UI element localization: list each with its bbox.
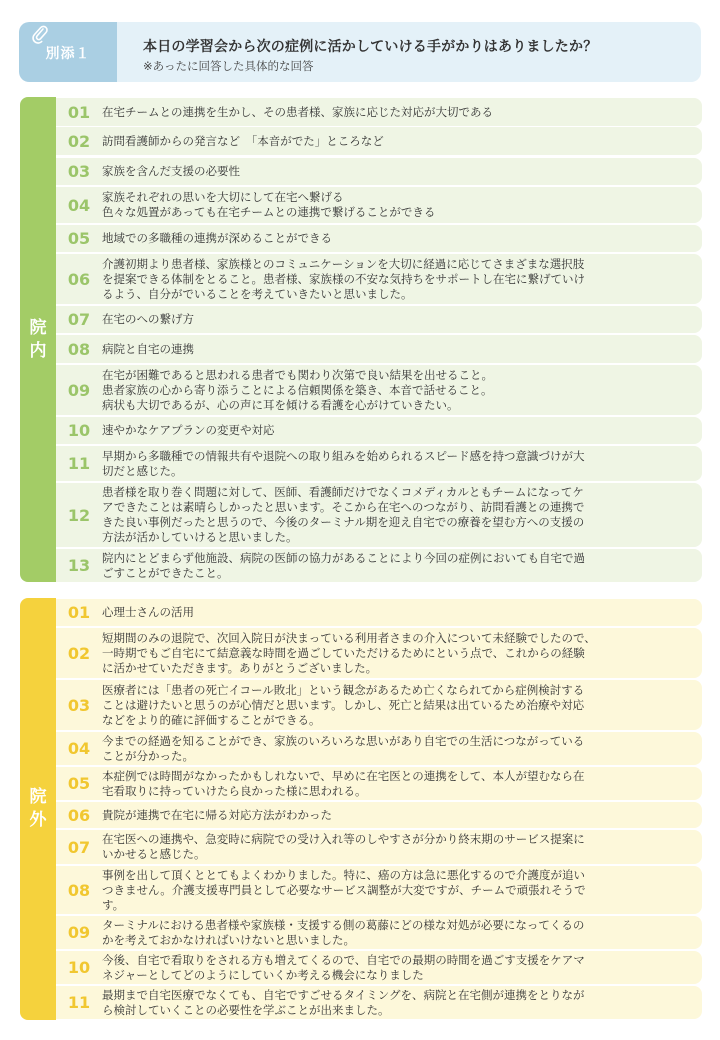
item-number: 10 (67, 421, 91, 440)
item-number: 10 (67, 958, 91, 977)
item-text: 医療者には「患者の死亡イコール敗北」という観念があるため亡くなられてから症例検討する ことは避けたいと思うのが心情だと思います。しかし、死亡と結果は出ているため治療や対応 などをより的確に評価することができる。 (102, 682, 585, 727)
list-item (56, 732, 702, 765)
item-text: 病院と自宅の連携 (102, 341, 194, 356)
item-number: 09 (67, 923, 91, 942)
item-text: 最期まで自宅医療でなくても、自宅ですごせるタイミングを、病院と在宅側が連携をとりなが ら検討していくことの必要性を学ぶことが出来ました。 (102, 987, 585, 1017)
item-number: 04 (67, 195, 91, 215)
item-number: 04 (67, 739, 91, 758)
answer-list (56, 97, 702, 582)
item-text: 在宅のへの繋げ方 (102, 312, 194, 326)
page-title: 本日の学習会から次の症例に活かしていける手がかりはありましたか？ (143, 39, 598, 55)
item-number: 03 (67, 695, 91, 715)
item-number: 07 (67, 837, 91, 857)
item-number: 11 (67, 993, 91, 1012)
item-text: 患者様を取り巻く問題に対して、医師、看護師だけでなくコメディカルともチームになってケ アできたことは素晴らしかったと思います。そこから在宅へのつながり、訪問看護との連携で きた良い事例だったと思うので、今後のターミナル期を迎え自宅での療養を望む方への支援の 方法が活かしていけると思いました。 (102, 485, 585, 544)
section-side-label (20, 598, 56, 1020)
item-number: 08 (67, 339, 91, 359)
list-item (56, 446, 702, 481)
item-text: 訪問看護師からの発言など 「本音がでた」ところなど (102, 133, 384, 148)
list-item (56, 830, 702, 864)
list-item (56, 483, 702, 547)
list-item (56, 628, 702, 678)
item-number: 06 (67, 269, 91, 289)
header-banner (19, 22, 701, 82)
list-item (56, 98, 702, 126)
item-number: 01 (67, 102, 91, 122)
item-text: 短期間のみの退院で、次回入院日が決まっている利用者さまの介入について未経験でしたので、 一時期でもご自宅にて結意義な時間を過ごしていただけるためにという点で、これからの経験 に活かせていただきます。ありがとうございました。 (102, 630, 596, 675)
item-text: 早期から多職種での情報共有や退院への取り組みを始められるスピード感を持つ意識づけが大 切だと感じた。 (102, 448, 585, 478)
item-number: 07 (67, 310, 91, 329)
item-number: 08 (67, 880, 91, 900)
item-number: 11 (67, 454, 91, 473)
list-item (56, 365, 702, 415)
list-item (56, 599, 702, 626)
item-number: 12 (67, 505, 91, 525)
section-label: 院内 (29, 317, 47, 361)
list-item (56, 802, 702, 828)
section-label: 院外 (29, 787, 47, 830)
item-text: 介護初期より患者様、家族様とのコミュニケーションを大切に経過に応じてさまざまな選択肢 を提案できる体制をとること。患者様、家族様の不安な気持ちをサポートし在宅に繋げていけ るよう、自分がでいることを考えていきたいと思いました。 (102, 256, 585, 301)
item-text: 家族それぞれの思いを大切にして在宅へ繋げる 色々な処置があっても在宅チームとの連携で繋げることができる (102, 190, 436, 219)
item-text: 今後、自宅で看取りをされる方も増えてくるので、自宅での最期の時間を過ごす支援をケアマ ネジャーとしてどのようにしていくか考える機会になりました (102, 952, 585, 982)
item-number: 03 (67, 162, 91, 181)
item-text: 速やかなケアプランの変更や対応 (102, 423, 275, 437)
attachment-tag (19, 22, 117, 82)
item-text: 在宅が困難であると思われる患者でも関わり次第で良い結果を出せること。 患者家族の心から寄り添うことによる信頼関係を築き、本音で話せること。 病状も大切であるが、心の声に耳を傾ける看護を心がけていきたい。 (102, 367, 493, 412)
item-number: 09 (67, 380, 91, 400)
attachment-label: 別添１ (45, 46, 91, 62)
item-number: 13 (67, 556, 91, 575)
answer-list (56, 598, 702, 1020)
item-number: 02 (67, 131, 91, 151)
item-number: 06 (67, 805, 91, 825)
item-number: 05 (67, 774, 91, 793)
section-outside-hospital (20, 598, 702, 1020)
item-text: 心理士さんの活用 (102, 605, 194, 619)
item-text: 本症例では時間がなかったかもしれないで、早めに在宅医との連携をして、本人が望むなら在 宅看取りに持っていけたら良かった様に思われる。 (102, 768, 585, 798)
item-text: 事例を出して頂くととてもよくわかりました。特に、癌の方は急に悪化するので介護度が追い つきません。介護支援専門員として必要なサービス調整が大変ですが、チームで頑張れそうで す。 (102, 867, 586, 912)
item-text: 貴院が連携で在宅に帰る対応方法がわかった (102, 807, 332, 822)
item-text: 今までの経過を知ることができ、家族のいろいろな思いがあり自宅での生活につながっている ことが分かった。 (102, 733, 585, 763)
list-item (56, 549, 702, 582)
item-text: 院内にとどまらず他施設、病院の医師の協力があることにより今回の症例においても自宅で過 ごすことができたこと。 (102, 550, 585, 580)
item-text: 地域での多職種の連携が深めることができる (102, 231, 332, 245)
list-item (56, 225, 702, 252)
list-item (56, 158, 702, 185)
page-subtitle: ※あったに回答した具体的な回答 (143, 59, 314, 73)
list-item (56, 335, 702, 363)
list-item (56, 767, 702, 800)
item-number: 02 (67, 643, 91, 663)
list-item (56, 187, 702, 223)
list-item (56, 254, 702, 304)
list-item (56, 680, 702, 730)
item-text: 在宅チームとの連携を生かし、その患者様、家族に応じた対応が大切である (102, 104, 493, 119)
list-item (56, 306, 702, 333)
section-side-label (20, 97, 56, 582)
list-item (56, 866, 702, 914)
section-in-hospital (20, 97, 702, 582)
list-item (56, 916, 702, 949)
list-item (56, 127, 702, 155)
list-item (56, 951, 702, 984)
list-item (56, 417, 702, 444)
item-text: 在宅医への連携や、急変時に病院での受け入れ等のしやすさが分かり終末期のサービス提案に いかせると感じた。 (102, 832, 585, 861)
list-item (56, 986, 702, 1019)
item-text: ターミナルにおける患者様や家族様・支援する側の葛藤にどの様な対処が必要になってくるの かを考えておかなければいけないと思いました。 (102, 917, 585, 947)
item-text: 家族を含んだ支援の必要性 (102, 164, 240, 178)
item-number: 05 (67, 229, 91, 248)
item-number: 01 (67, 603, 91, 622)
